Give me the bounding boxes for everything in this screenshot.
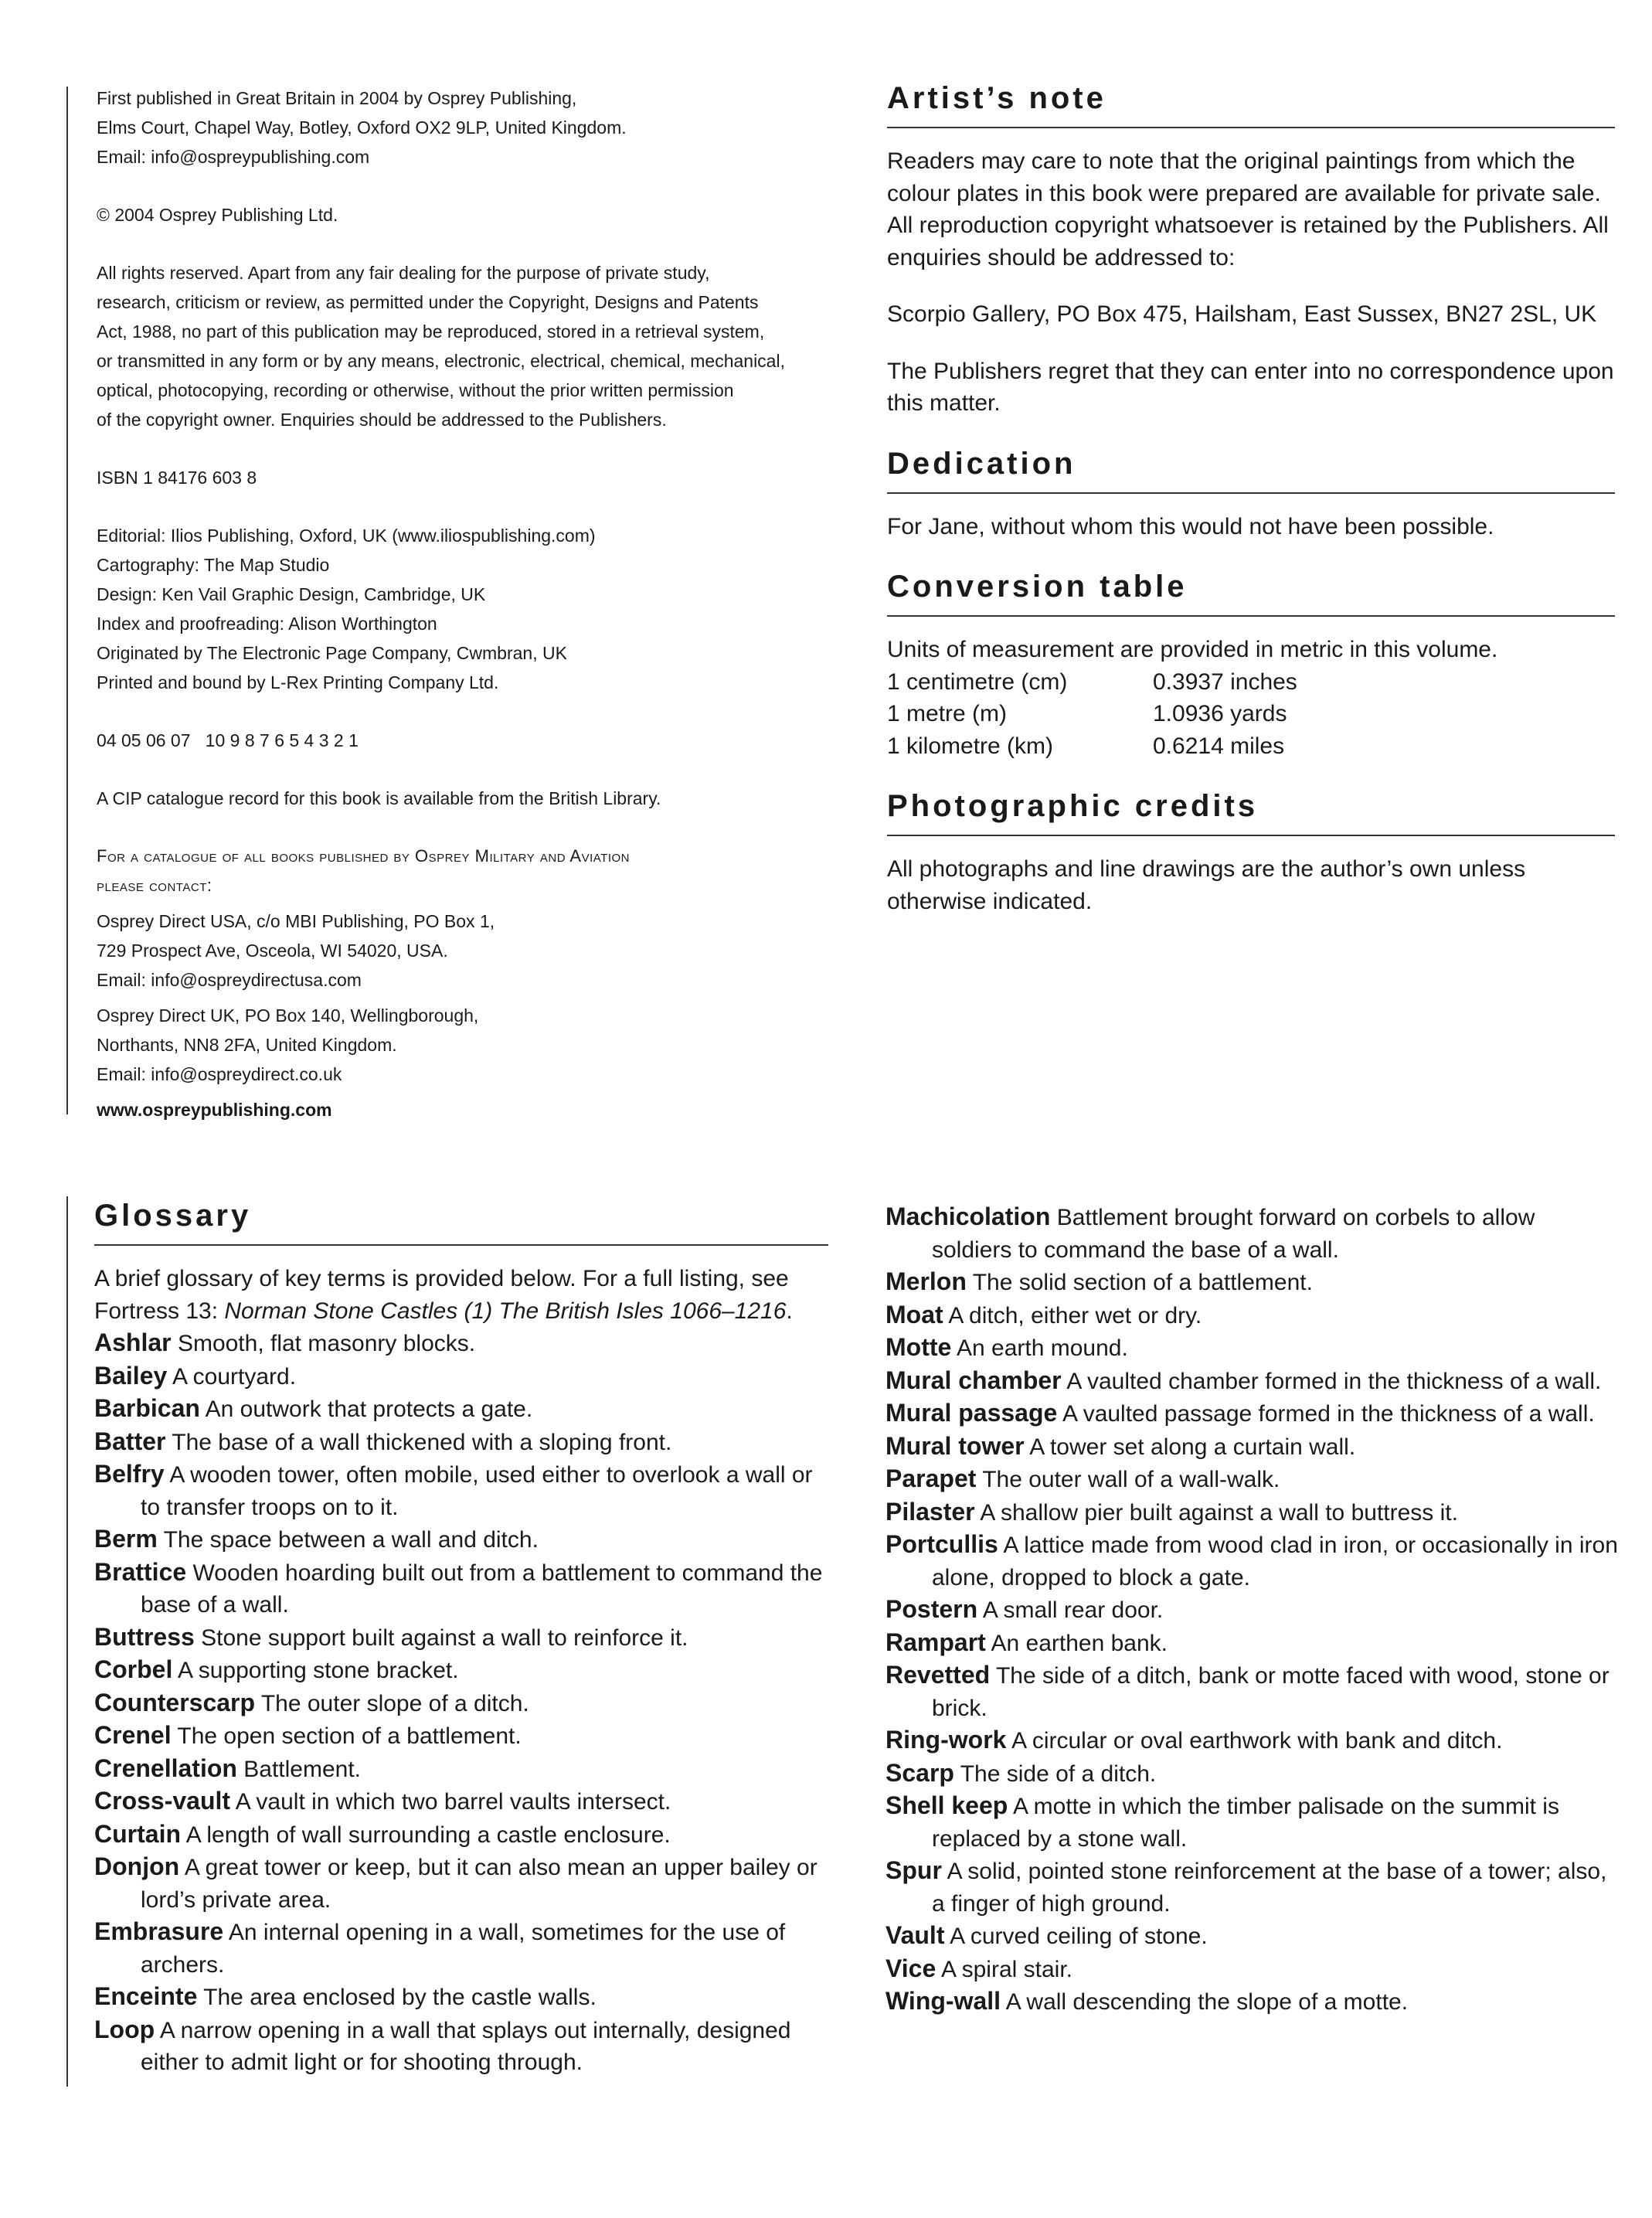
glossary-entry — [885, 1430, 1620, 1464]
glossary-definition: The outer slope of a ditch. — [260, 1690, 529, 1716]
glossary-definition: An earthen bank. — [991, 1630, 1168, 1656]
glossary-left-column — [94, 1196, 828, 2079]
glossary-entry — [94, 1458, 828, 1523]
glossary-entry — [885, 1594, 1620, 1627]
glossary-term: Ashlar — [94, 1328, 172, 1356]
glossary-term: Portcullis — [885, 1530, 998, 1558]
glossary-definition: A wooden tower, often mobile, used either to overlook a wall or to transfer troops on to it. — [141, 1462, 813, 1520]
conversion-intro: Units of measurement are provided in metric in this volume. — [887, 637, 1498, 662]
glossary-entry — [885, 1757, 1620, 1791]
glossary-entry — [885, 1299, 1620, 1332]
glossary-definition: A lattice made from wood clad in iron, or occasionally in iron alone, dropped to block a gate. — [932, 1533, 1618, 1590]
rights-line: Act, 1988, no part of this publication may be reproduced, stored in a retrieval system, — [97, 321, 765, 342]
glossary-definition: A tower set along a curtain wall. — [1029, 1434, 1356, 1460]
glossary-definition: A ditch, either wet or dry. — [948, 1302, 1202, 1328]
glossary-entry — [885, 1332, 1620, 1365]
glossary-term: Revetted — [885, 1661, 991, 1689]
glossary-definition: A shallow pier built against a wall to buttress it. — [980, 1499, 1458, 1526]
glossary-definition: Battlement brought forward on corbels to allow soldiers to command the base of a wall. — [932, 1205, 1535, 1263]
glossary-definition: A vaulted passage formed in the thickness of a wall. — [1062, 1401, 1595, 1427]
copyright-line: © 2004 Osprey Publishing Ltd. — [97, 205, 338, 225]
glossary-entry — [94, 1426, 828, 1459]
glossary-definition: A curved ceiling of stone. — [950, 1924, 1208, 1949]
section-title: Artist’s note — [887, 79, 1615, 128]
glossary-term: Enceinte — [94, 1982, 198, 2010]
credit-line: Design: Ken Vail Graphic Design, Cambridge, UK — [97, 584, 486, 604]
rights-line: All rights reserved. Apart from any fair dealing for the purpose of private study, — [97, 263, 710, 283]
website-link: www.ospreypublishing.com — [97, 1100, 332, 1120]
table-row — [887, 698, 1297, 730]
glossary-definition: Battlement. — [243, 1756, 362, 1782]
glossary-definition: The open section of a battlement. — [177, 1723, 522, 1749]
glossary-term: Buttress — [94, 1622, 195, 1651]
dedication-text: For Jane, without whom this would not have been possible. — [887, 513, 1494, 539]
glossary-entry — [885, 1790, 1620, 1855]
contact-email: Email: info@ospreydirectusa.com — [97, 970, 362, 990]
contact-email: Email: info@ospreydirect.co.uk — [97, 1064, 342, 1084]
section-title: Photographic credits — [887, 787, 1615, 836]
glossary-entry — [885, 1627, 1620, 1660]
glossary-entry — [885, 1953, 1620, 1986]
rights-line: optical, photocopying, recording or otherwise, without the prior written permission — [97, 380, 734, 400]
glossary-definition: A spiral stair. — [940, 1956, 1073, 1982]
glossary-term: Mural passage — [885, 1399, 1058, 1427]
glossary-entry — [885, 1920, 1620, 1953]
publication-email: Email: info@ospreypublishing.com — [97, 147, 370, 167]
isbn: ISBN 1 84176 603 8 — [97, 468, 257, 488]
glossary-intro-reference: Norman Stone Castles (1) The British Isles 1066–1216 — [224, 1298, 787, 1324]
glossary-term: Rampart — [885, 1628, 986, 1656]
glossary-term: Corbel — [94, 1655, 173, 1683]
glossary-entry — [94, 2014, 828, 2079]
margin-rule-top — [66, 87, 68, 1114]
dedication-section — [887, 444, 1615, 543]
glossary-term: Motte — [885, 1333, 952, 1361]
contact-line: Osprey Direct UK, PO Box 140, Wellingborough, — [97, 1005, 479, 1026]
conversion-table — [887, 666, 1297, 763]
publication-info — [97, 83, 838, 172]
glossary-entry — [94, 1818, 828, 1852]
glossary-definition: Wooden hoarding built out from a battlement to command the base of a wall. — [141, 1560, 823, 1618]
glossary-definition: A courtyard. — [172, 1363, 297, 1390]
glossary-entry — [94, 1360, 828, 1393]
glossary-definition: An outwork that protects a gate. — [205, 1396, 533, 1422]
glossary-entry — [885, 1266, 1620, 1299]
glossary-term: Loop — [94, 2015, 155, 2043]
value-cell: 0.6214 miles — [1153, 733, 1285, 759]
glossary-definition: The area enclosed by the castle walls. — [203, 1985, 597, 2010]
glossary-entry — [94, 1851, 828, 1916]
glossary-entry — [94, 1654, 828, 1687]
gallery-address: Scorpio Gallery, PO Box 475, Hailsham, East Sussex, BN27 2SL, UK — [887, 301, 1597, 327]
glossary-entries-left — [94, 1327, 828, 2079]
cip-statement: A CIP catalogue record for this book is available from the British Library. — [97, 788, 661, 808]
contact-line: Northants, NN8 2FA, United Kingdom. — [97, 1035, 397, 1055]
glossary-entry — [885, 1463, 1620, 1496]
glossary-term: Brattice — [94, 1557, 187, 1586]
catalogue-header-line: For a catalogue of all books published by Osprey Military and Aviation — [97, 846, 630, 866]
rights-line: research, criticism or review, as permitted under the Copyright, Designs and Patents — [97, 292, 759, 312]
photo-credits-section — [887, 787, 1615, 917]
glossary-entry — [885, 1397, 1620, 1430]
unit-cell: 1 centimetre (cm) — [887, 668, 1068, 695]
imprint-block — [97, 83, 838, 1153]
glossary-entry — [94, 1393, 828, 1426]
glossary-definition: The solid section of a battlement. — [972, 1270, 1313, 1295]
glossary-intro-end: . — [786, 1298, 793, 1324]
glossary-definition: A wall descending the slope of a motte. — [1005, 1989, 1409, 2015]
glossary-entry — [94, 1621, 828, 1655]
glossary-definition: Stone support built against a wall to reinforce it. — [201, 1624, 688, 1651]
glossary-entry — [885, 1659, 1620, 1724]
value-cell: 0.3937 inches — [1153, 668, 1297, 695]
glossary-term: Counterscarp — [94, 1688, 256, 1716]
glossary-definition: The side of a ditch. — [960, 1760, 1157, 1787]
glossary-definition: The side of a ditch, bank or motte faced with wood, stone or brick. — [932, 1663, 1610, 1721]
rights-statement — [97, 258, 838, 434]
glossary-term: Moat — [885, 1300, 943, 1328]
glossary-entry — [94, 1753, 828, 1786]
glossary-definition: A vaulted chamber formed in the thickness of a wall. — [1066, 1368, 1602, 1394]
glossary-term: Barbican — [94, 1394, 200, 1422]
publication-line: First published in Great Britain in 2004 by Osprey Publishing, — [97, 88, 577, 108]
artists-note-paragraph: The Publishers regret that they can enter into no correspondence upon this matter. — [887, 358, 1614, 416]
glossary-definition: A motte in which the timber palisade on the summit is replaced by a stone wall. — [932, 1794, 1559, 1852]
glossary-entry — [885, 1855, 1620, 1920]
glossary-term: Curtain — [94, 1819, 181, 1848]
section-title: Conversion table — [887, 567, 1615, 617]
glossary-entries-right — [885, 1201, 1620, 2019]
glossary-term: Belfry — [94, 1460, 165, 1488]
glossary-definition: A vault in which two barrel vaults intersect. — [235, 1789, 671, 1815]
glossary-entry — [94, 1523, 828, 1556]
production-credits — [97, 521, 838, 697]
glossary-entry — [885, 1201, 1620, 1266]
glossary-definition: An internal opening in a wall, sometimes for the use of archers. — [141, 1920, 786, 1978]
credit-line: Index and proofreading: Alison Worthington — [97, 614, 437, 634]
glossary-entry — [885, 1529, 1620, 1594]
credit-line: Cartography: The Map Studio — [97, 555, 330, 575]
glossary-definition: Smooth, flat masonry blocks. — [177, 1331, 476, 1356]
glossary-term: Crenel — [94, 1721, 172, 1749]
catalogue-header — [97, 842, 838, 900]
glossary-term: Scarp — [885, 1758, 954, 1787]
glossary-term: Machicolation — [885, 1203, 1051, 1230]
rights-line: of the copyright owner. Enquiries should be addressed to the Publishers. — [97, 410, 667, 430]
table-row — [887, 730, 1297, 763]
unit-cell: 1 metre (m) — [887, 701, 1008, 726]
glossary-definition: A circular or oval earthwork with bank and ditch. — [1011, 1728, 1503, 1754]
glossary-definition: The space between a wall and ditch. — [163, 1527, 539, 1553]
glossary-definition: A solid, pointed stone reinforcement at the base of a tower; also, a finger of high ground. — [932, 1859, 1607, 1917]
glossary-term: Donjon — [94, 1852, 180, 1880]
glossary-term: Ring-work — [885, 1726, 1007, 1754]
glossary-entry — [94, 1687, 828, 1720]
glossary-entry — [885, 1724, 1620, 1757]
glossary-definition: The base of a wall thickened with a sloping front. — [172, 1429, 672, 1455]
glossary-term: Mural tower — [885, 1431, 1025, 1460]
catalogue-header-line: please contact: — [97, 876, 212, 895]
glossary-entry — [94, 1785, 828, 1818]
glossary-term: Merlon — [885, 1267, 967, 1295]
credit-line: Editorial: Ilios Publishing, Oxford, UK (www.iliospublishing.com) — [97, 526, 596, 546]
glossary-term: Shell keep — [885, 1791, 1008, 1819]
table-row — [887, 666, 1297, 699]
glossary-term: Berm — [94, 1525, 158, 1553]
unit-cell: 1 kilometre (km) — [887, 733, 1054, 759]
glossary-definition: The outer wall of a wall-walk. — [982, 1467, 1280, 1492]
glossary-term: Wing-wall — [885, 1987, 1001, 2015]
usa-contact — [97, 907, 838, 995]
glossary-entry — [94, 1981, 828, 2014]
contact-line: 729 Prospect Ave, Osceola, WI 54020, USA. — [97, 941, 448, 961]
glossary-term: Vault — [885, 1921, 945, 1949]
uk-contact — [97, 1001, 838, 1089]
glossary-definition: A great tower or keep, but it can also mean an upper bailey or lord’s private area. — [141, 1855, 818, 1913]
glossary-definition: A supporting stone bracket. — [178, 1658, 459, 1683]
front-matter-sections — [887, 79, 1615, 942]
rights-line: or transmitted in any form or by any means, electronic, electrical, chemical, mechanical, — [97, 351, 785, 371]
glossary-entry — [94, 1556, 828, 1621]
glossary-entry — [94, 1327, 828, 1360]
glossary-entry — [94, 1720, 828, 1753]
glossary-term: Vice — [885, 1954, 936, 1982]
glossary-term: Cross-vault — [94, 1787, 231, 1815]
credit-line: Printed and bound by L-Rex Printing Company Ltd. — [97, 672, 499, 692]
glossary-intro — [94, 1263, 828, 1327]
glossary-title: Glossary — [94, 1196, 828, 1246]
publication-line: Elms Court, Chapel Way, Botley, Oxford OX2 9LP, United Kingdom. — [97, 117, 627, 138]
credit-line: Originated by The Electronic Page Company, Cwmbran, UK — [97, 643, 567, 663]
glossary-term: Mural chamber — [885, 1366, 1062, 1394]
glossary-term: Embrasure — [94, 1917, 224, 1945]
glossary-entry — [885, 1985, 1620, 2019]
glossary-right-column — [885, 1201, 1620, 2019]
value-cell: 1.0936 yards — [1153, 701, 1287, 726]
artists-note-paragraph: Readers may care to note that the original paintings from which the colour plates in this book were prepared are available for private sale. All reproduction copyright whatsoever is retained by the Publishers. All enquiries should be addressed to: — [887, 148, 1609, 270]
print-line: 04 05 06 07 10 9 8 7 6 5 4 3 2 1 — [97, 730, 359, 750]
glossary-definition: An earth mound. — [957, 1335, 1128, 1361]
glossary-term: Crenellation — [94, 1754, 237, 1782]
photo-credits-text: All photographs and line drawings are the author’s own unless otherwise indicated. — [887, 856, 1526, 914]
glossary-term: Spur — [885, 1856, 942, 1884]
contact-line: Osprey Direct USA, c/o MBI Publishing, PO Box 1, — [97, 911, 495, 931]
glossary-entry — [885, 1365, 1620, 1398]
artists-note-section — [887, 79, 1615, 420]
conversion-section — [887, 567, 1615, 762]
glossary-term: Bailey — [94, 1361, 168, 1390]
glossary-definition: A length of wall surrounding a castle enclosure. — [185, 1822, 671, 1848]
glossary-intro-text: A brief glossary of key terms is provided below. For a full listing, see Fortress 13: — [94, 1266, 789, 1324]
glossary-term: Parapet — [885, 1464, 977, 1492]
margin-rule-bottom — [66, 1196, 68, 2087]
glossary-term: Postern — [885, 1595, 978, 1623]
glossary-definition: A narrow opening in a wall that splays out internally, designed either to admit light or for shooting through. — [141, 2017, 791, 2075]
glossary-term: Pilaster — [885, 1497, 975, 1526]
glossary-entry — [94, 1916, 828, 1981]
glossary-definition: A small rear door. — [982, 1597, 1164, 1623]
glossary-entry — [885, 1496, 1620, 1529]
glossary-term: Batter — [94, 1427, 166, 1455]
section-title: Dedication — [887, 444, 1615, 494]
